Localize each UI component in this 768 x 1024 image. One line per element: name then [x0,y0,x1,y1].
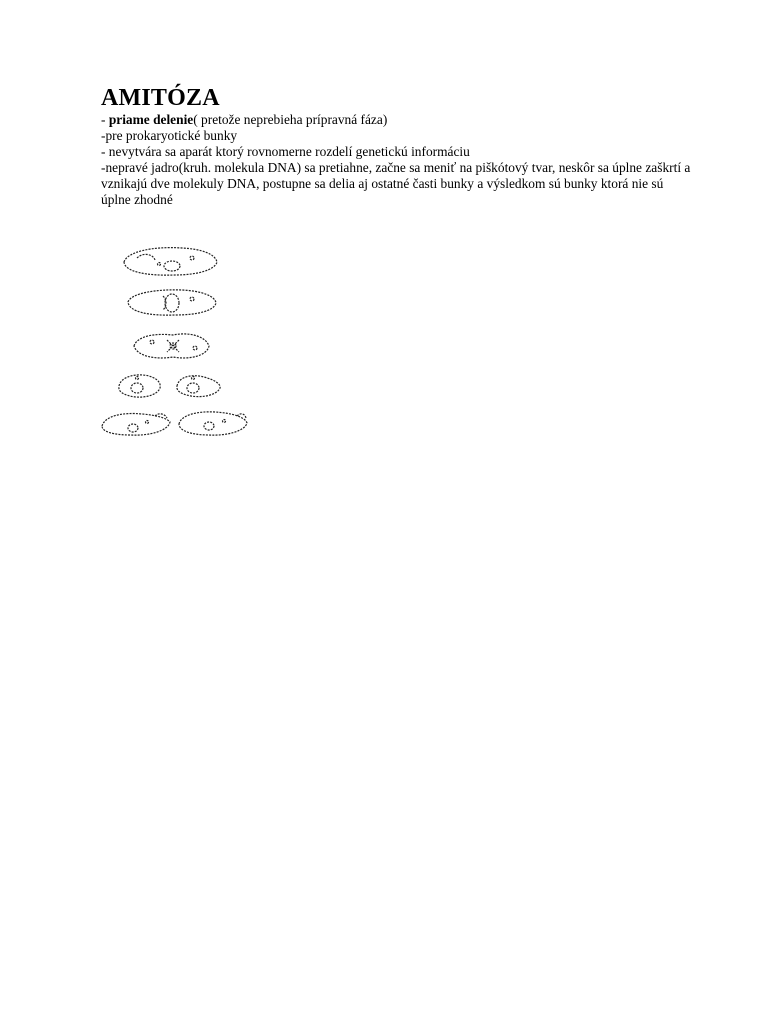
amitosis-sketch [97,236,257,446]
page-title: AMITÓZA [101,85,220,111]
bullet-no-apparatus: - nevytvára sa aparát ktorý rovnomerne rozdelí genetickú informáciu [101,144,470,159]
bullet-priame-delenie [101,112,701,128]
cell-stage-5-right [179,412,247,435]
bullet-rest: ( pretože neprebieha prípravná fáza) [193,112,388,127]
cell-stage-1 [124,248,217,276]
cell-stage-4-left [119,375,160,397]
bullet-prefix: - [101,112,109,127]
bullet-prokaryotic: -pre prokaryotické bunky [101,128,238,143]
cell-stage-3 [134,334,209,358]
document-body [101,84,701,208]
cell-stage-5-left [102,414,170,436]
cell-stage-2 [128,290,216,315]
amitosis-illustration [97,236,257,446]
cell-stage-4-right [177,376,220,397]
text-block [101,112,701,208]
bullet-nucleus-description: -nepravé jadro(kruh. molekula DNA) sa pretiahne, začne sa meniť na piškótový tvar, neskôr sa úplne zaškrtí a vznikajú dve molekuly DNA, postupne sa delia aj ostatné časti bunky a výsledkom sú bunky ktorá nie sú úplne zhodné [101,160,691,207]
bold-term: priame delenie [108,112,194,127]
